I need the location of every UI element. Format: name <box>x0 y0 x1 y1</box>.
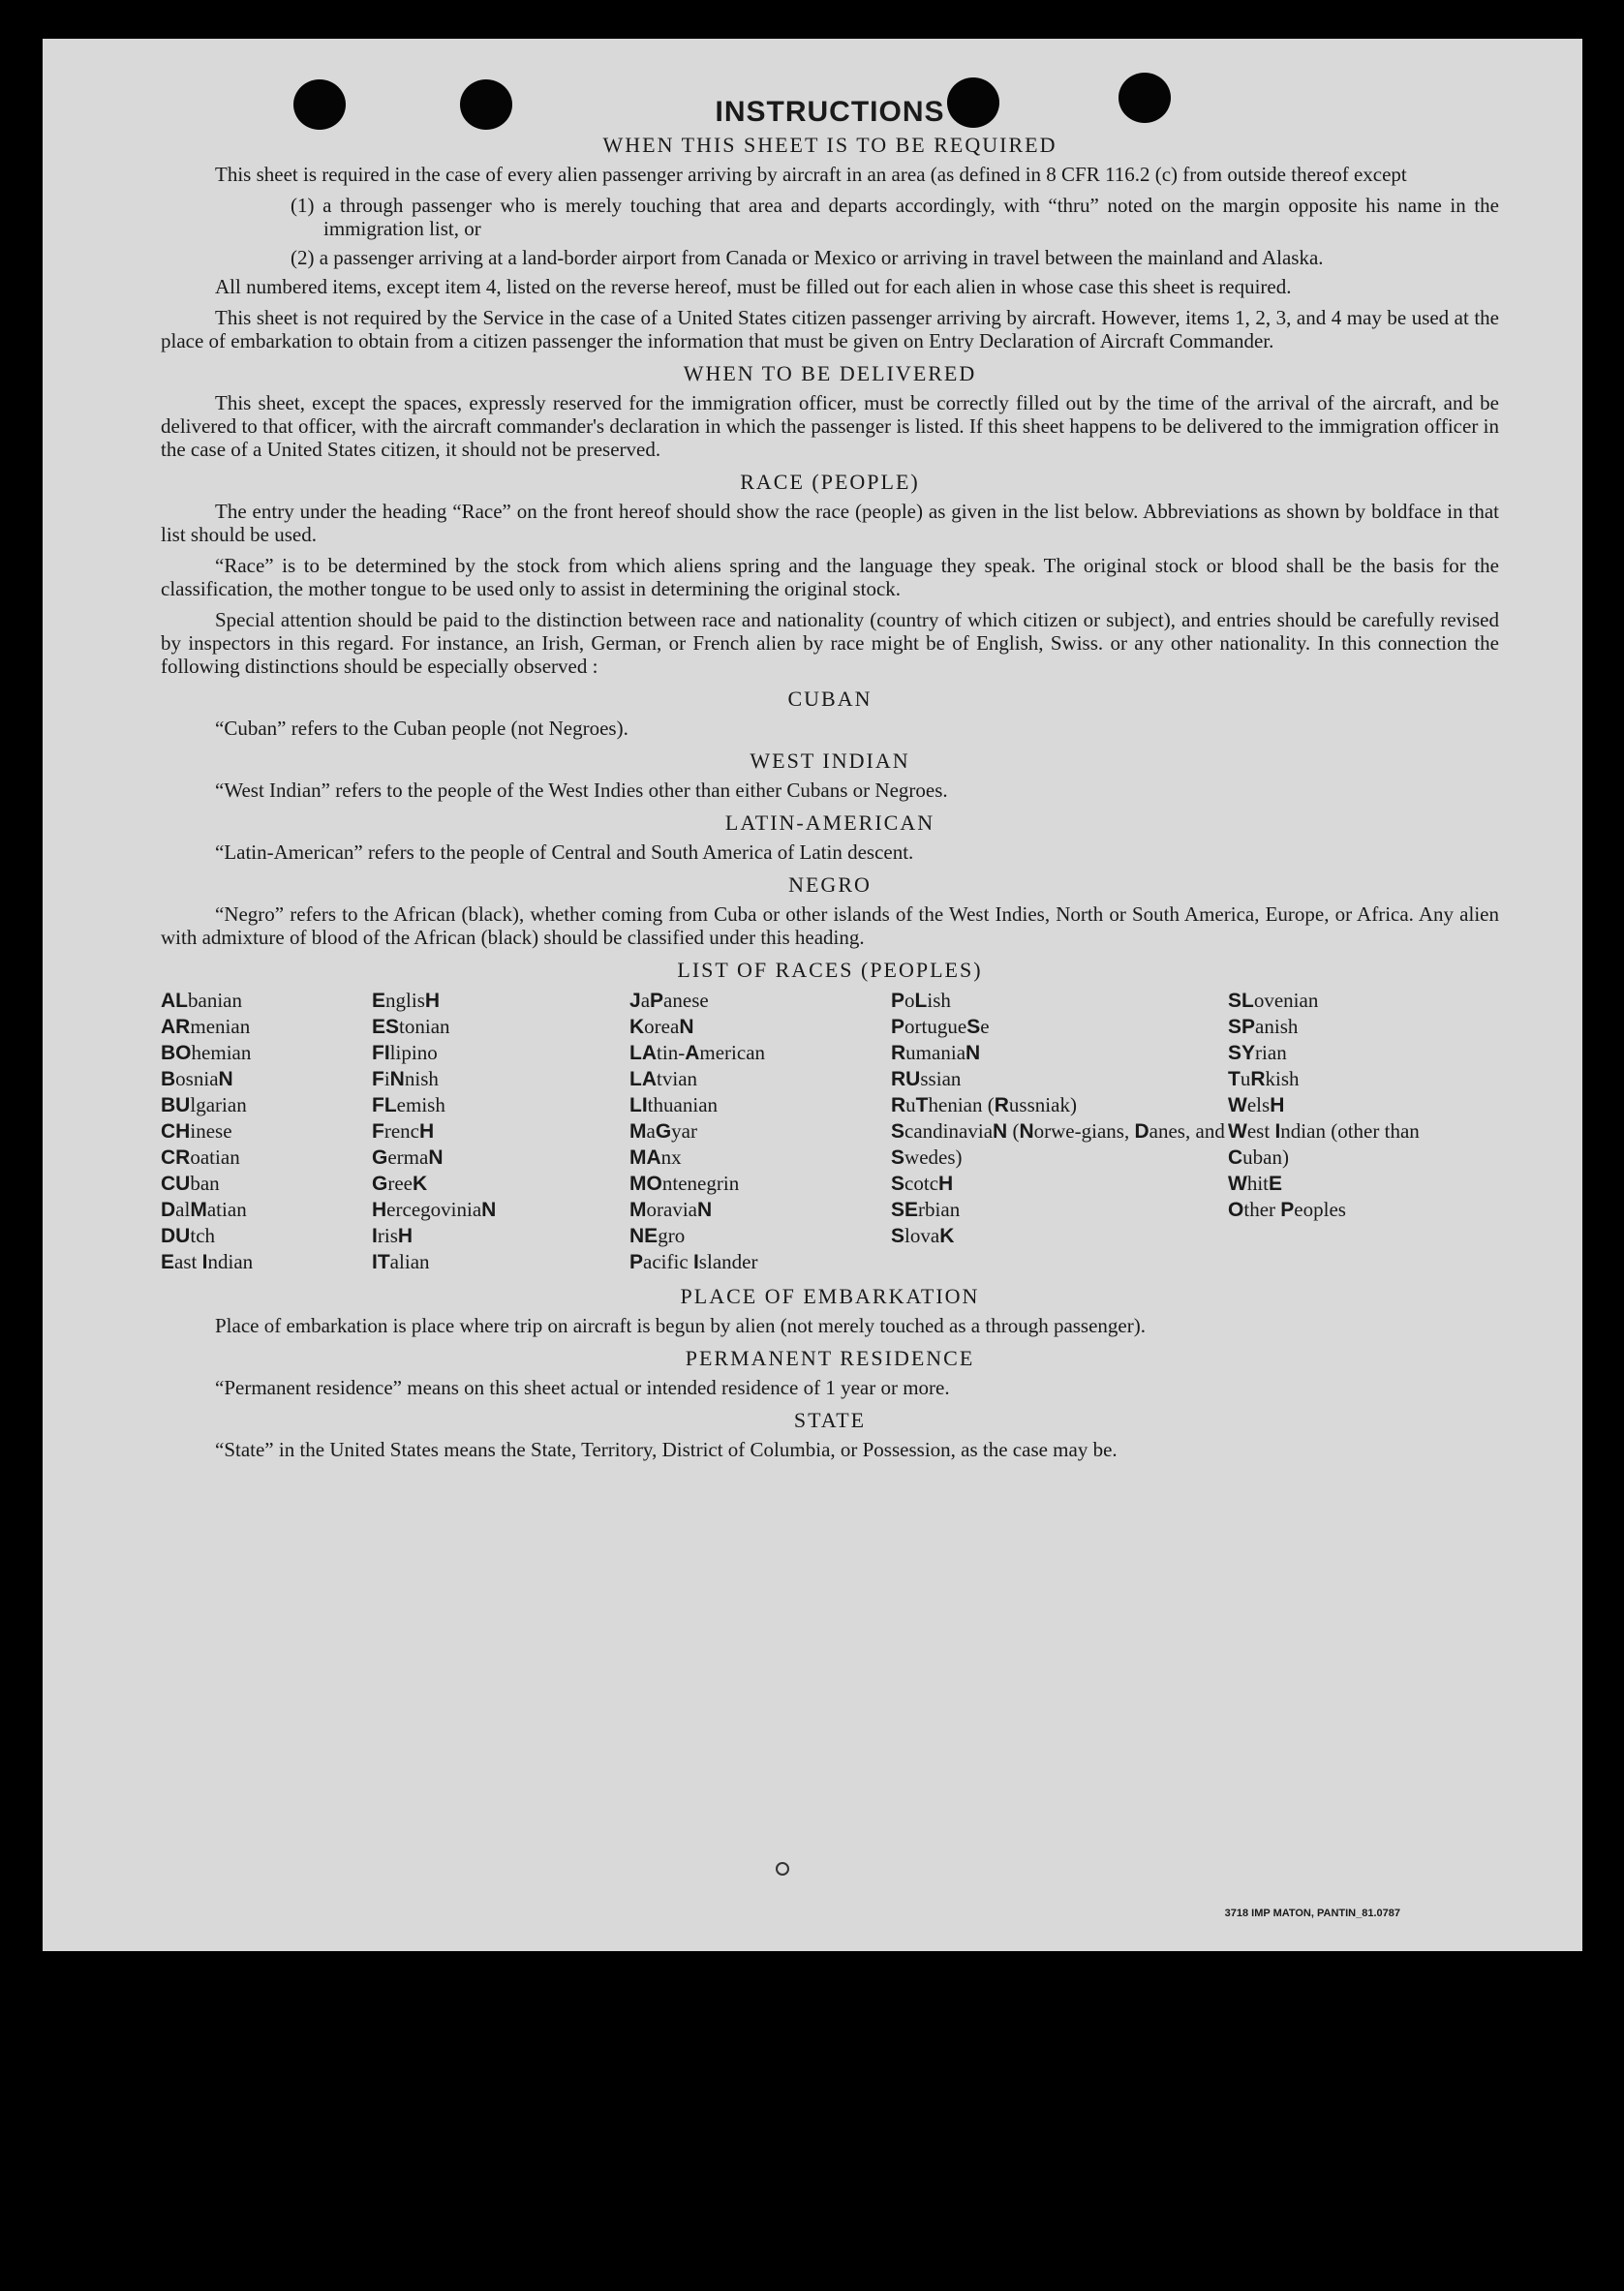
section-heading: RACE (PEOPLE) <box>740 470 920 494</box>
paragraph: This sheet is not required by the Service in the case of a United States citizen passenger arriving by aircraft. However, items 1, 2, 3, and 4 may be used at the place of embarkation to obtain from a citizen passenger the information that must be given on Entry Declaration of Aircraft Commander. <box>161 306 1499 352</box>
section-heading: PERMANENT RESIDENCE <box>685 1346 975 1370</box>
race-item: FrencH <box>372 1119 435 1143</box>
race-item: GermaN <box>372 1146 444 1169</box>
race-item: MOntenegrin <box>629 1172 740 1195</box>
document-sheet <box>43 39 1582 1951</box>
race-item: CUban <box>161 1172 220 1195</box>
paragraph: “Latin-American” refers to the people of Central and South America of Latin descent. <box>215 840 914 864</box>
race-item: BosniaN <box>161 1067 233 1090</box>
section-heading: WHEN TO BE DELIVERED <box>683 361 977 385</box>
race-item: Other Peoples <box>1228 1198 1346 1221</box>
race-item: GreeK <box>372 1172 428 1195</box>
race-item: JaPanese <box>629 989 709 1012</box>
paragraph: The entry under the heading “Race” on the front hereof should show the race (people) as given in the list below. Abbreviations as shown by boldface in that list should be used. <box>161 500 1499 546</box>
race-item: BUlgarian <box>161 1093 247 1116</box>
race-list <box>161 988 1499 1275</box>
paragraph: “State” in the United States means the State, Territory, District of Columbia, or Possession, as the case may be. <box>215 1438 1118 1461</box>
race-item: SErbian <box>891 1198 961 1221</box>
race-item: Pacific Islander <box>629 1250 758 1273</box>
race-item: ITalian <box>372 1250 430 1273</box>
section-heading: LATIN-AMERICAN <box>724 810 935 835</box>
race-item: LAtvian <box>629 1067 698 1090</box>
print-code: 3718 IMP MATON, PANTIN_81.0787 <box>1224 1908 1400 1919</box>
page-title: INSTRUCTIONS <box>715 96 945 128</box>
race-item: MoraviaN <box>629 1198 713 1221</box>
race-item: LAtin-American <box>629 1041 766 1064</box>
race-item: ARmenian <box>161 1015 251 1038</box>
race-column <box>1228 988 1480 1275</box>
race-item: RumaniaN <box>891 1041 981 1064</box>
section-heading: STATE <box>793 1408 867 1432</box>
race-item: PoLish <box>891 989 951 1012</box>
race-column <box>161 988 372 1275</box>
race-item: ScandinaviaN (Norwe-gians, Danes, and Swedes) <box>891 1119 1225 1169</box>
race-item: CRoatian <box>161 1146 240 1169</box>
race-item: TuRkish <box>1228 1067 1300 1090</box>
paragraph: “Negro” refers to the African (black), whether coming from Cuba or other islands of the West Indies, North or South America, Europe, or Africa. Any alien with admixture of blood of the African (black) should be classified under this heading. <box>161 902 1499 949</box>
race-item: ALbanian <box>161 989 242 1012</box>
race-item: West Indian (other than Cuban) <box>1228 1119 1420 1169</box>
paragraph: “Cuban” refers to the Cuban people (not Negroes). <box>215 717 628 740</box>
paragraph: All numbered items, except item 4, listed on the reverse hereof, must be filled out for each alien in whose case this sheet is required. <box>215 275 1292 298</box>
paragraph: This sheet, except the spaces, expressly reserved for the immigration officer, must be correctly filled out by the time of the arrival of the aircraft, and be delivered to that officer, with the aircraft commander's declaration in which the passenger is listed. If this sheet happens to be delivered to the immigration officer in the case of a United States citizen, it should not be preserved. <box>161 391 1499 461</box>
paragraph: “West Indian” refers to the people of the West Indies other than either Cubans or Negroes. <box>215 779 948 802</box>
race-item: DalMatian <box>161 1198 247 1221</box>
race-item: SlovaK <box>891 1224 955 1247</box>
paragraph: Place of embarkation is place where trip on aircraft is begun by alien (not merely touched as a through passenger). <box>215 1314 1146 1337</box>
race-item: DUtch <box>161 1224 216 1247</box>
race-item: NEgro <box>629 1224 686 1247</box>
race-item: HercegoviniaN <box>372 1198 497 1221</box>
section-heading: NEGRO <box>788 872 872 897</box>
race-item: FIlipino <box>372 1041 438 1064</box>
race-item: WhitE <box>1228 1172 1283 1195</box>
registration-mark <box>776 1862 789 1876</box>
race-item: CHinese <box>161 1119 232 1143</box>
section-heading: WEST INDIAN <box>750 748 910 773</box>
race-item: EnglisH <box>372 989 441 1012</box>
race-item: FiNnish <box>372 1067 439 1090</box>
race-item: EStonian <box>372 1015 450 1038</box>
race-item: RUssian <box>891 1067 962 1090</box>
race-column <box>629 988 891 1275</box>
race-item: MaGyar <box>629 1119 697 1143</box>
section-heading: LIST OF RACES (PEOPLES) <box>677 958 983 982</box>
section-heading: CUBAN <box>787 687 873 711</box>
paragraph: “Race” is to be determined by the stock from which aliens spring and the language they speak. The original stock or blood shall be the basis for the classification, the mother tongue to be used only to assist in determining the original stock. <box>161 554 1499 600</box>
race-column <box>891 988 1228 1275</box>
race-item: East Indian <box>161 1250 254 1273</box>
paragraph: “Permanent residence” means on this sheet actual or intended residence of 1 year or more. <box>215 1376 950 1399</box>
race-item: MAnx <box>629 1146 682 1169</box>
race-item: SYrian <box>1228 1041 1287 1064</box>
list-item: (1) a through passenger who is merely touching that area and departs accordingly, with “thru” noted on the margin opposite his name in the immigration list, or <box>291 194 1499 240</box>
race-item: SPanish <box>1228 1015 1299 1038</box>
race-item: ScotcH <box>891 1172 954 1195</box>
paragraph: This sheet is required in the case of every alien passenger arriving by aircraft in an area (as defined in 8 CFR 116.2 (c) from outside thereof except <box>215 163 1407 186</box>
list-item: (2) a passenger arriving at a land-border airport from Canada or Mexico or arriving in travel between the mainland and Alaska. <box>291 246 1324 269</box>
race-item: SLovenian <box>1228 989 1319 1012</box>
paragraph: Special attention should be paid to the distinction between race and nationality (country of which citizen or subject), and entries should be carefully revised by inspectors in this regard. For instance, an Irish, German, or French alien by race might be of English, Swiss. or any other nationality. In this connection the following distinctions should be especially observed : <box>161 608 1499 678</box>
race-item: LIthuanian <box>629 1093 719 1116</box>
section-heading: PLACE OF EMBARKATION <box>680 1284 980 1308</box>
race-column <box>372 988 629 1275</box>
race-item: KoreaN <box>629 1015 694 1038</box>
race-item: PortugueSe <box>891 1015 990 1038</box>
race-item: RuThenian (Russniak) <box>891 1093 1077 1116</box>
race-item: IrisH <box>372 1224 414 1247</box>
race-item: BOhemian <box>161 1041 252 1064</box>
race-item: FLemish <box>372 1093 445 1116</box>
section-heading: WHEN THIS SHEET IS TO BE REQUIRED <box>602 133 1057 157</box>
instructions-content <box>161 96 1499 1469</box>
race-item: WelsH <box>1228 1093 1285 1116</box>
